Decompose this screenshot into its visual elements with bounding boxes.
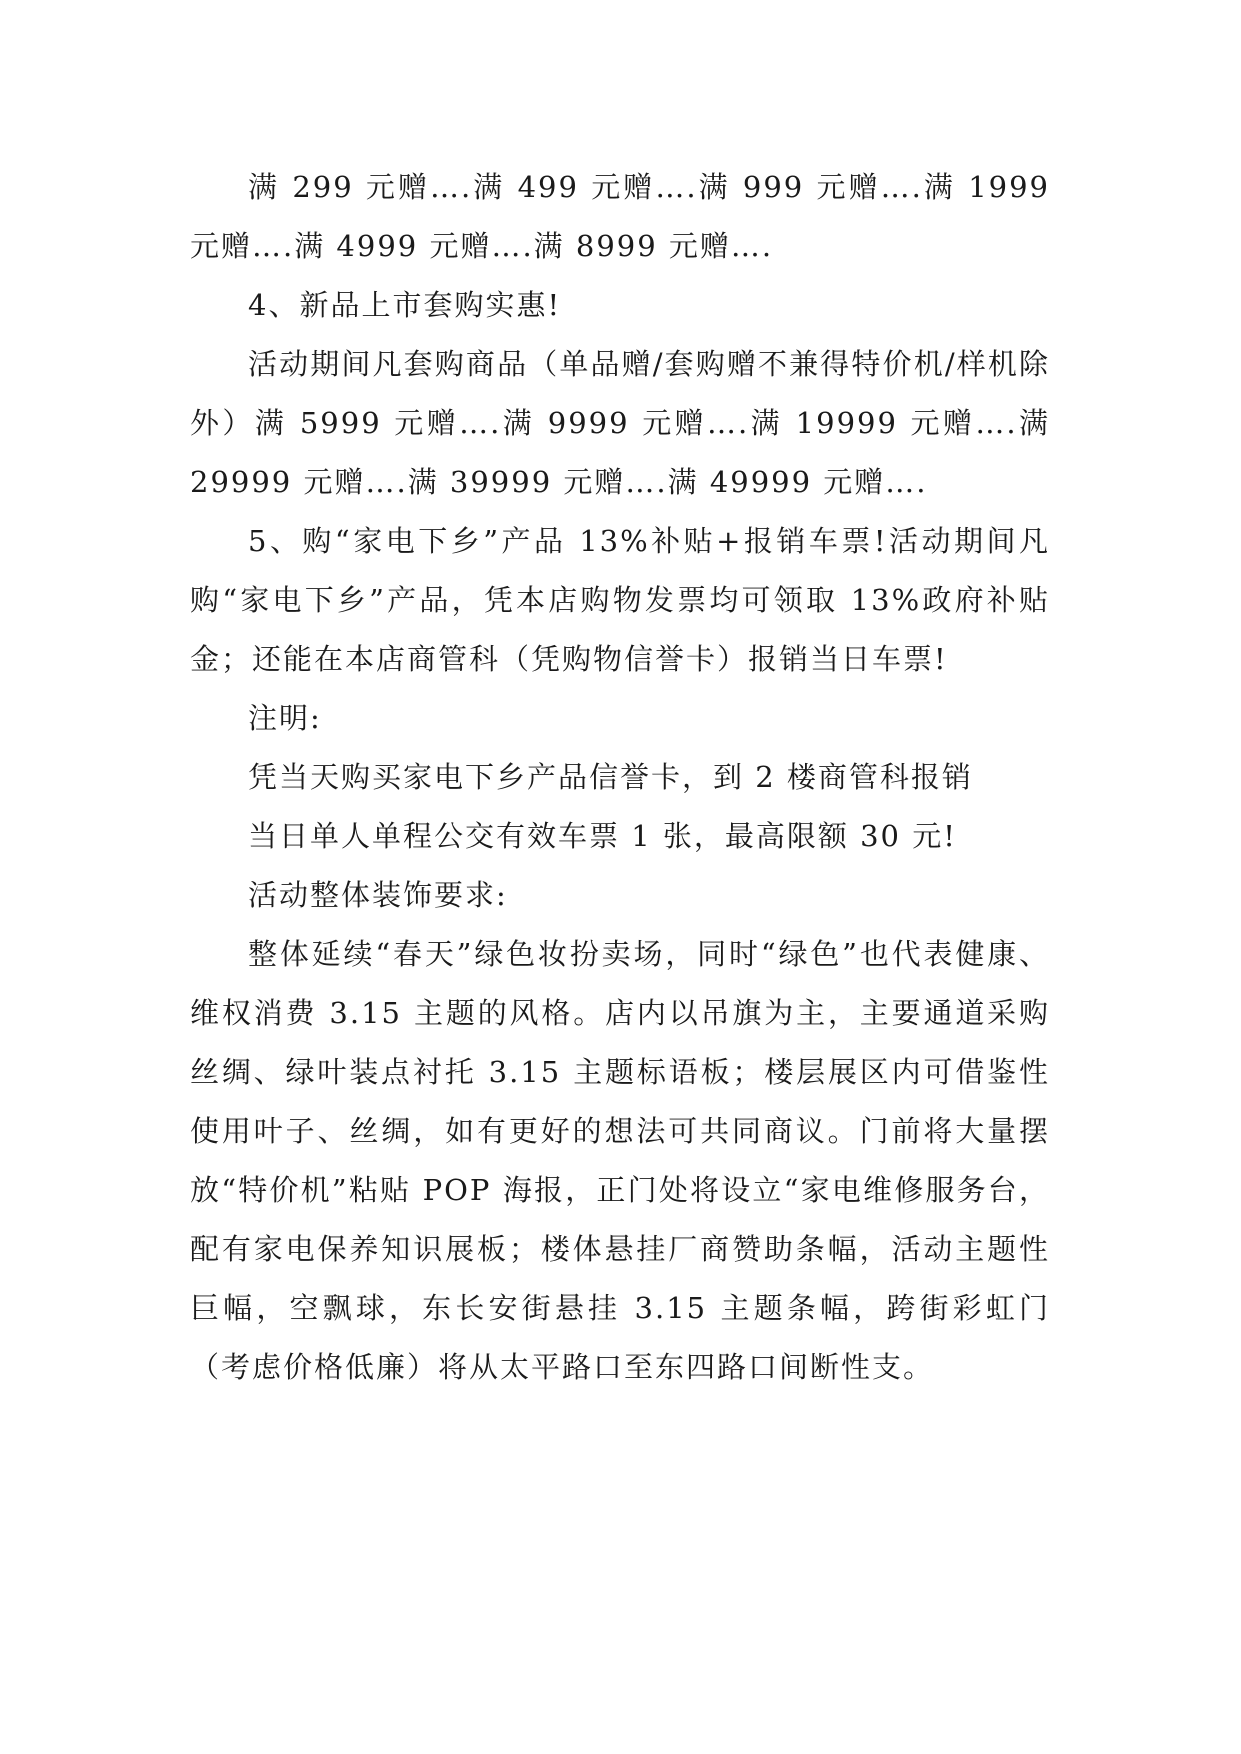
- paragraph-heading-bundle: 4、新品上市套购实惠!: [248, 288, 562, 322]
- paragraph-rural-subsidy: 5、购“家电下乡”产品 13%补贴+报销车票!活动期间凡购“家电下乡”产品，凭本店购物发票均可领取 13%政府补贴金；还能在本店商管科（凭购物信誉卡）报销当日车票!: [190, 524, 1050, 676]
- paragraph-note-label: 注明:: [248, 701, 322, 735]
- paragraph-note-line-2: 当日单人单程公交有效车票 1 张，最高限额 30 元!: [248, 819, 957, 853]
- document-body: [190, 158, 1050, 1397]
- paragraph-note-line-1: 凭当天购买家电下乡产品信誉卡，到 2 楼商管科报销: [248, 760, 973, 794]
- paragraph-decoration-details: 整体延续“春天”绿色妆扮卖场，同时“绿色”也代表健康、维权消费 3.15 主题的风格。店内以吊旗为主，主要通道采购丝绸、绿叶装点衬托 3.15 主题标语板；楼层展区内可借鉴性使用叶子、丝绸，如有更好的想法可共同商议。门前将大量摆放“特价机”粘贴 POP 海报，正门处将设立“家电维修服务台，配有家电保养知识展板；楼体悬挂厂商赞助条幅，活动主题性巨幅，空飘球，东长安街悬挂 3.15 主题条幅，跨街彩虹门（考虑价格低廉）将从太平路口至东四路口间断性支。: [190, 937, 1050, 1384]
- paragraph-gift-tiers: 满 299 元赠….满 499 元赠….满 999 元赠….满 1999 元赠….满 4999 元赠….满 8999 元赠….: [190, 170, 1050, 263]
- paragraph-decoration-heading: 活动整体装饰要求:: [248, 878, 508, 912]
- paragraph-bundle-details: 活动期间凡套购商品（单品赠/套购赠不兼得特价机/样机除外）满 5999 元赠….满 9999 元赠….满 19999 元赠….满 29999 元赠….满 39999 元赠….满 49999 元赠….: [190, 347, 1050, 499]
